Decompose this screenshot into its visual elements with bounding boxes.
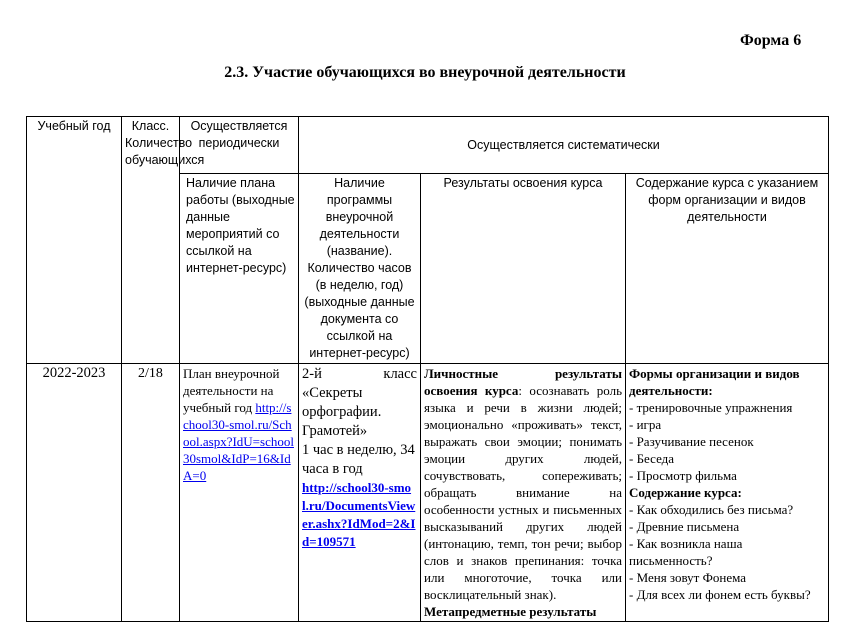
plan-text: План внеурочной деятельности на учебный год <box>183 366 280 415</box>
forms-item: - Разучивание песенок <box>629 434 754 449</box>
content-item: - Как обходились без письма? <box>629 502 794 517</box>
results-text: : осознавать роль языка и речи в жизни людей; эмоционально «проживать» текст, выражать свои эмоции; понимать эмоции других людей, сочувствовать, сопереживать; обращать внимание на особенности устных и письменных высказываний других людей (интонацию, темп, тон речи; выбор слов и знаков препинания: точка или многоточие, точка или восклицательный знак). <box>424 383 622 602</box>
plan-link[interactable]: http://school30-smol.ru/School.aspx?IdU=school30smol&IdP=16&IdA=0 <box>183 400 294 483</box>
program-link[interactable]: http://school30-smol.ru/DocumentsViewer.ashx?IdMod=2&Id=109571 <box>302 480 416 549</box>
header-systematic: Осуществляется систематически <box>299 117 829 174</box>
forms-item: - Беседа <box>629 451 675 466</box>
program-class: 2-й класс <box>302 366 417 382</box>
program-name: «Секреты орфографии. Грамотей» <box>302 385 382 439</box>
header-year: Учебный год <box>27 117 122 364</box>
header-results: Результаты освоения курса <box>421 174 626 364</box>
results-heading-2: Метапредметные результаты <box>424 604 597 619</box>
header-class-count: Класс. Количество обучающихся <box>122 117 180 364</box>
content-item: - Как возникла наша письменность? <box>629 536 743 568</box>
content-item: - Древние письмена <box>629 519 740 534</box>
page-title: 2.3. Участие обучающихся во внеурочной деятельности <box>224 64 626 81</box>
forms-item: - тренировочные упражнения <box>629 400 793 415</box>
row-year: 2022-2023 <box>27 364 122 622</box>
forms-heading: Формы организации и видов деятельности: <box>629 366 800 398</box>
row-plan <box>180 364 299 622</box>
forms-item: - Просмотр фильма <box>629 468 737 483</box>
header-plan: Наличие плана работы (выходные данные мероприятий со ссылкой на интернет-ресурс) <box>180 174 299 364</box>
program-hours: 1 час в неделю, 34 часа в год <box>302 442 415 477</box>
content-item: - Меня зовут Фонема <box>629 570 747 585</box>
header-periodic: Осуществляется периодически <box>180 117 299 174</box>
activity-table <box>26 116 829 622</box>
row-content <box>626 364 829 622</box>
header-content: Содержание курса с указанием форм организации и видов деятельности <box>626 174 829 364</box>
header-program: Наличие программы внеурочной деятельности (название). Количество часов (в неделю, год) (выходные данные документа со ссылкой на интернет-ресурс) <box>299 174 421 364</box>
content-item: - Для всех ли фонем есть буквы? <box>629 587 811 602</box>
row-results <box>421 364 626 622</box>
row-program <box>299 364 421 622</box>
results-heading: Личностные результаты освоения курса <box>424 366 622 398</box>
form-label: Форма 6 <box>740 32 802 49</box>
content-heading: Содержание курса: <box>629 485 742 500</box>
forms-item: - игра <box>629 417 662 432</box>
row-class: 2/18 <box>122 364 180 622</box>
